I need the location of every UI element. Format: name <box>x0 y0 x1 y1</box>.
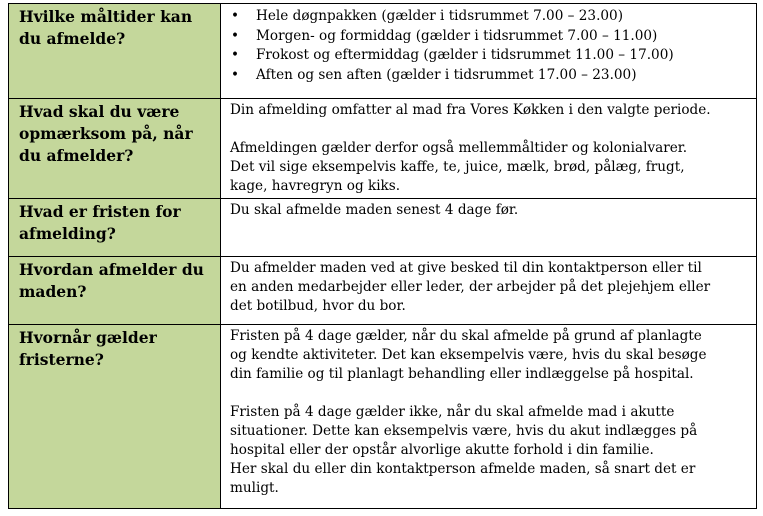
answer-cell <box>221 4 757 99</box>
list-item-text: Hele døgnpakken (gælder i tidsrummet 7.00 – 23.00) <box>256 8 623 24</box>
answer-text: Fristen på 4 dage gælder ikke, når du skal afmelde mad i akutte <box>230 404 675 420</box>
question-text: Hvilke måltider kan <box>19 7 193 26</box>
question-cell <box>9 257 221 325</box>
answer-text: muligt. <box>230 480 279 496</box>
table-row <box>9 257 757 325</box>
answer-text: hospital eller der opstår alvorlige akutte forhold i din familie. <box>230 442 654 458</box>
table-row <box>9 199 757 257</box>
answer-text: Fristen på 4 dage gælder, når du skal afmelde på grund af planlagte <box>230 328 702 344</box>
question-cell <box>9 99 221 199</box>
answer-cell <box>221 199 757 257</box>
question-cell <box>9 325 221 509</box>
question-text: Hvordan afmelder du <box>19 260 204 279</box>
list-item <box>230 46 748 66</box>
question-text: maden? <box>19 282 87 301</box>
bullet-icon: • <box>231 8 240 24</box>
answer-text: det botilbud, hvor du bor. <box>230 298 406 314</box>
answer-text: en anden medarbejder eller leder, der arbejder på det plejehjem eller <box>230 279 711 295</box>
question-cell <box>9 199 221 257</box>
answer-text: kage, havregryn og kiks. <box>230 178 401 194</box>
answer-text: din familie og til planlagt behandling eller indlæggelse på hospital. <box>230 366 694 382</box>
answer-text: Du skal afmelde maden senest 4 dage før. <box>230 202 519 218</box>
answer-text: Du afmelder maden ved at give besked til din kontaktperson eller til <box>230 260 702 276</box>
answer-cell <box>221 257 757 325</box>
table-row <box>9 99 757 199</box>
bullet-icon: • <box>231 47 240 63</box>
question-text: du afmelder? <box>19 146 134 165</box>
table-row <box>9 4 757 99</box>
question-cell <box>9 4 221 99</box>
list-item-text: Morgen- og formiddag (gælder i tidsrummet 7.00 – 11.00) <box>256 27 658 44</box>
question-text: afmelding? <box>19 224 116 243</box>
answer-text: Afmeldingen gælder derfor også mellemmåltider og kolonialvarer. <box>230 140 688 156</box>
list-item-text: Aften og sen aften (gælder i tidsrummet 17.00 – 23.00) <box>256 66 637 83</box>
list-item <box>230 27 748 47</box>
table-row <box>9 325 757 509</box>
list-item-text: Frokost og eftermiddag (gælder i tidsrummet 11.00 – 17.00) <box>256 47 674 63</box>
list-item <box>230 7 748 27</box>
answer-cell <box>221 325 757 509</box>
info-table <box>8 3 757 509</box>
answer-text: Det vil sige eksempelvis kaffe, te, juice, mælk, brød, pålæg, frugt, <box>230 159 685 175</box>
question-text: du afmelde? <box>19 29 126 48</box>
answer-text: Din afmelding omfatter al mad fra Vores Køkken i den valgte periode. <box>230 102 711 118</box>
list-item <box>230 66 748 86</box>
answer-text: Her skal du eller din kontaktperson afmelde maden, så snart det er <box>230 461 696 477</box>
answer-text: og kendte aktiviteter. Det kan eksempelvis være, hvis du skal besøge <box>230 347 707 363</box>
question-text: Hvad skal du være <box>19 102 180 121</box>
question-text: fristerne? <box>19 350 104 369</box>
question-text: opmærksom på, når <box>19 124 193 143</box>
meal-list <box>230 7 748 85</box>
bullet-icon: • <box>231 66 240 83</box>
answer-cell <box>221 99 757 199</box>
question-text: Hvad er fristen for <box>19 202 181 221</box>
question-text: Hvornår gælder <box>19 328 157 347</box>
bullet-icon: • <box>231 27 240 44</box>
answer-text: situationer. Dette kan eksempelvis være, hvis du akut indlægges på <box>230 423 698 439</box>
